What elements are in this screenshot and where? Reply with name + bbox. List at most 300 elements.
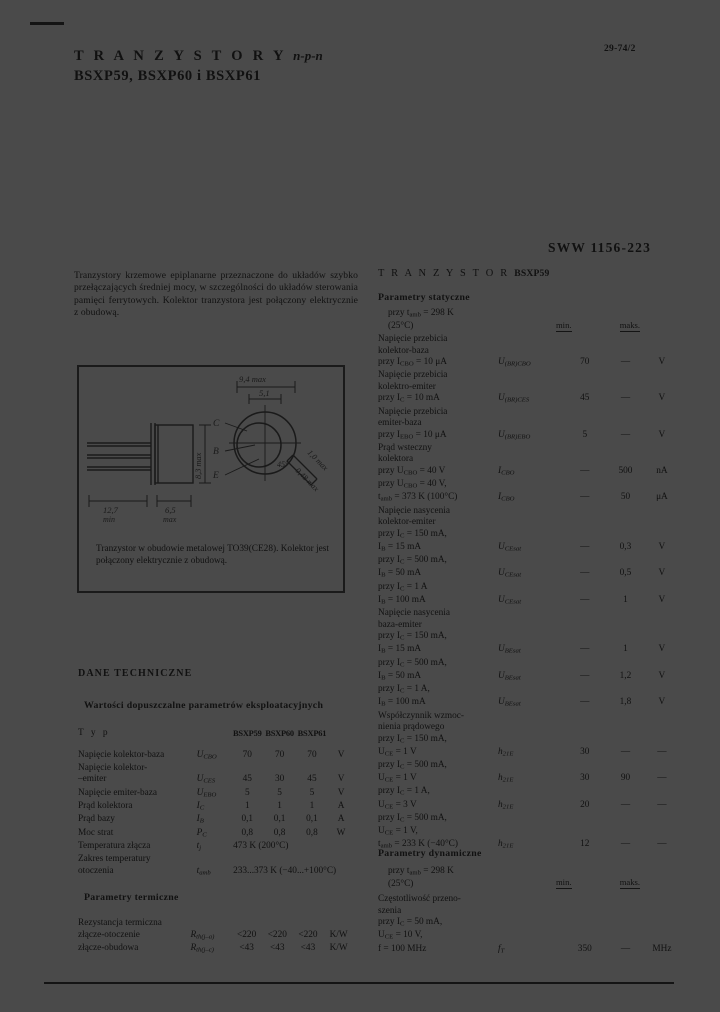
rating-value-1: 45	[242, 774, 252, 785]
static-param-description: kolektor-emiter	[378, 517, 436, 528]
static-param-symbol: $U_{CEsat}$	[498, 568, 522, 580]
static-param-unit	[646, 370, 678, 382]
static-param-symbol: $U_{BEsat}$	[498, 670, 521, 682]
static-param-symbol	[498, 370, 564, 382]
static-param-symbol: $h_{21E}$	[498, 799, 514, 811]
rating-value-1: 70	[242, 749, 252, 760]
static-parameters-table	[378, 334, 678, 853]
dynamic-param-description: szenia	[378, 905, 402, 916]
dynamic-param-max	[605, 894, 646, 906]
static-param-max: 1	[623, 594, 628, 605]
rating-value-2: 1	[277, 800, 282, 811]
rating-name: Napięcie kolektor-baza	[78, 749, 165, 760]
static-param-description: Napięcie przebicia	[378, 370, 448, 381]
dynamic-param-symbol: $f_T$	[498, 943, 505, 955]
title-main-line	[74, 48, 323, 65]
static-param-min: 30	[580, 773, 590, 784]
static-param-max	[605, 760, 646, 773]
table-row	[378, 334, 678, 346]
static-param-symbol: $U_{(BR)EBO}$	[498, 429, 531, 441]
dynamic-param-symbol	[498, 894, 564, 906]
table-row	[378, 658, 678, 671]
static-param-max	[605, 454, 646, 466]
dim-tab: 1,0 max	[305, 448, 330, 473]
static-param-description: $I_B = 50$ mA	[378, 568, 422, 580]
static-param-min	[564, 334, 605, 346]
ambient-temp-symbol: $t_{amb}$	[196, 865, 211, 877]
heading-dynamic-parameters: Parametry dynamiczne	[378, 848, 482, 859]
static-param-max: 50	[620, 492, 631, 503]
table-row	[378, 944, 678, 957]
static-param-symbol: $h_{21E}$	[498, 746, 514, 758]
thermal-symbol: $R_{th(j-c)}$	[190, 942, 214, 954]
dynamic-param-min	[564, 917, 605, 930]
dynamic-param-unit	[646, 906, 678, 918]
static-param-description: przy $I_{CBO} = 10$ μA	[378, 357, 447, 368]
dynamic-param-description: f = 100 MHz	[378, 943, 427, 954]
thermal-unit: K/W	[329, 942, 348, 953]
table-row	[378, 454, 678, 466]
static-param-description: Napięcie przebicia	[378, 334, 448, 344]
rating-symbol: $P_C$	[196, 827, 207, 839]
static-param-min: 45	[580, 393, 590, 404]
static-param-max	[605, 517, 646, 529]
static-param-symbol	[498, 582, 564, 595]
title-npn: n-p-n	[293, 48, 323, 63]
static-param-symbol: $h_{21E}$	[498, 773, 514, 784]
rating-symbol: $I_C$	[196, 800, 205, 812]
dynamic-param-max: —	[620, 943, 631, 954]
table-row	[378, 346, 678, 358]
static-param-unit	[646, 722, 678, 734]
type-col-2: BSXP60	[265, 729, 294, 738]
table-row	[378, 542, 678, 555]
static-param-symbol	[498, 555, 564, 568]
static-param-min	[564, 760, 605, 773]
static-param-max: —	[620, 429, 631, 440]
static-param-unit	[646, 813, 678, 826]
static-param-unit	[646, 443, 678, 455]
table-row	[78, 930, 354, 943]
dynamic-param-max	[605, 906, 646, 918]
table-row	[378, 430, 678, 443]
static-param-unit	[646, 658, 678, 671]
static-param-unit: V	[658, 357, 666, 368]
static-param-description: kolektora	[378, 454, 414, 465]
static-param-max	[605, 826, 646, 839]
table-row	[378, 671, 678, 684]
static-param-max	[605, 346, 646, 358]
static-param-description: $U_{CE} = 1$ V	[378, 746, 417, 758]
static-param-min	[564, 658, 605, 671]
table-row	[78, 828, 354, 841]
static-param-unit	[646, 334, 678, 346]
static-param-description: kolektro-emiter	[378, 381, 436, 392]
static-param-unit	[646, 711, 678, 723]
dynamic-condition-line2: (25°C)	[388, 879, 414, 890]
static-param-symbol	[498, 786, 564, 799]
table-row	[78, 788, 354, 801]
static-param-max: —	[620, 746, 631, 757]
rating-unit: W	[336, 827, 346, 838]
static-param-symbol	[498, 454, 564, 466]
dynamic-param-min	[564, 906, 605, 918]
static-param-description: przy $I_C = 500$ mA,	[378, 760, 447, 771]
rating-value-3: 45	[307, 774, 317, 785]
static-param-unit: nA	[656, 466, 668, 477]
right-column-title	[378, 268, 550, 279]
document-code: 29-74/2	[604, 44, 636, 54]
static-param-unit: V	[658, 697, 666, 708]
table-row	[378, 773, 678, 786]
table-row	[378, 595, 678, 608]
dim-lead-length: 12,7	[103, 505, 118, 515]
rating-symbol: $I_B$	[196, 814, 204, 825]
thermal-value-1: <43	[239, 942, 254, 953]
static-param-symbol	[498, 479, 564, 492]
dynamic-minmax-header	[556, 877, 640, 889]
static-param-unit	[646, 631, 678, 644]
static-param-description: kolektor-baza	[378, 345, 429, 356]
pin-label-collector: C	[213, 419, 220, 429]
static-param-description: Napięcie nasycenia	[378, 608, 451, 619]
static-param-max	[605, 529, 646, 542]
pin-label-base: B	[213, 447, 219, 457]
col-max-label: maks.	[619, 877, 640, 887]
static-param-max	[605, 582, 646, 595]
sww-number: SWW 1156-223	[548, 240, 652, 255]
dynamic-param-description: $U_{CE} = 10$ V,	[378, 930, 423, 941]
static-param-description: przy $I_C = 1$ A,	[378, 684, 430, 695]
dynamic-param-description: Częstotliwość przeno-	[378, 894, 461, 904]
static-param-description: przy $I_C = 150$ mA,	[378, 733, 447, 745]
static-param-max: 1,2	[619, 670, 632, 681]
static-param-description: przy $I_C = 500$ mA,	[378, 555, 447, 566]
static-param-min: —	[580, 568, 590, 579]
dynamic-param-max	[605, 930, 646, 943]
static-param-max	[605, 631, 646, 644]
static-param-unit	[646, 517, 678, 529]
static-param-symbol	[498, 443, 564, 455]
static-param-symbol	[498, 658, 564, 671]
static-param-max	[605, 684, 646, 697]
thermal-value-3: <220	[298, 929, 318, 940]
type-col-1: BSXP59	[232, 729, 262, 738]
static-param-description: przy $I_C = 500$ mA,	[378, 657, 447, 669]
table-row	[378, 813, 678, 826]
table-row	[78, 801, 354, 814]
rating-value-3: 70	[307, 749, 317, 760]
static-param-unit	[646, 529, 678, 542]
static-param-unit	[646, 608, 678, 620]
col-min-label: min.	[556, 877, 572, 887]
static-param-symbol	[498, 346, 564, 358]
static-param-min: 12	[580, 839, 590, 850]
dynamic-param-unit	[646, 930, 678, 943]
static-param-unit	[646, 760, 678, 773]
static-param-description: przy $I_C = 500$ mA,	[378, 812, 447, 824]
rating-value-1: 5	[244, 787, 250, 798]
static-param-description: $I_B = 50$ mA	[378, 670, 422, 682]
rating-value-1: 1	[244, 800, 250, 811]
static-param-unit	[646, 346, 678, 358]
static-param-description: $I_B = 15$ mA	[378, 644, 422, 656]
static-param-unit	[646, 582, 678, 595]
rating-value-3: 0,8	[306, 827, 318, 838]
type-label: T y p	[78, 728, 111, 738]
static-param-min	[564, 734, 605, 747]
static-param-min: —	[580, 492, 590, 503]
table-row	[78, 774, 354, 787]
static-param-symbol: $U_{CEsat}$	[498, 594, 522, 606]
dim-body-diameter: 8,3 max	[194, 452, 203, 479]
static-param-unit	[646, 407, 678, 419]
dynamic-parameters-table	[378, 894, 678, 957]
static-param-min	[564, 813, 605, 826]
table-row	[378, 930, 678, 943]
static-param-min: —	[580, 542, 590, 552]
static-param-min: —	[580, 670, 590, 681]
static-param-description: przy $I_C = 150$ mA,	[378, 528, 447, 540]
static-param-description: Napięcie nasycenia	[378, 505, 451, 516]
static-param-description: Współczynnik wzmoc-	[378, 710, 464, 721]
static-minmax-header	[556, 320, 640, 332]
rating-unit: V	[337, 787, 345, 798]
ratings-table	[78, 728, 354, 879]
static-param-unit: V	[658, 670, 666, 681]
rating-value-3: 5	[309, 787, 315, 798]
dynamic-param-unit: MHz	[652, 943, 672, 954]
table-row	[378, 697, 678, 710]
static-param-description: $I_B = 15$ mA	[378, 542, 422, 553]
static-param-min	[564, 722, 605, 734]
table-row	[378, 529, 678, 542]
static-param-symbol	[498, 722, 564, 734]
static-param-unit	[646, 684, 678, 697]
static-param-description: przy $I_C = 1$ A,	[378, 786, 430, 798]
table-row	[378, 747, 678, 760]
rating-value-2: 70	[274, 749, 285, 760]
thermal-value-1: <220	[237, 929, 257, 940]
static-param-description: przy $I_C = 10$ mA	[378, 393, 440, 405]
intro-paragraph: Tranzystory krzemowe epiplanarne przeznaczone do układów szybko przełączających średniej mocy, w szczególności do układów sterowania pamięci ferrytowych. Kolektor tranzystora jest połączony elektrycznie z obudową.	[74, 270, 358, 319]
static-param-max	[605, 506, 646, 518]
static-condition-line2: (25°C)	[388, 321, 414, 332]
junction-temp-name: Temperatura złącza	[78, 840, 151, 851]
static-param-unit	[646, 620, 678, 632]
static-param-description: przy $I_{EBO} = 10$ μA	[378, 429, 447, 441]
table-row	[378, 894, 678, 906]
static-param-min: 20	[580, 799, 590, 810]
static-param-unit	[646, 382, 678, 394]
dynamic-param-min	[564, 930, 605, 943]
static-param-unit: V	[658, 542, 666, 552]
static-param-max: —	[620, 357, 631, 368]
static-param-min	[564, 517, 605, 529]
rating-name: Napięcie kolektor-	[78, 762, 148, 773]
static-param-min	[564, 608, 605, 620]
static-param-min	[564, 826, 605, 839]
dynamic-param-unit	[646, 894, 678, 906]
static-param-symbol	[498, 684, 564, 697]
dim-lead-diameter: 0,48 max	[293, 466, 321, 494]
static-param-symbol	[498, 517, 564, 529]
static-param-unit: —	[657, 773, 667, 784]
static-param-symbol: $I_{CBO}$	[498, 492, 515, 504]
right-title-prefix: T R A N Z Y S T O R	[378, 268, 510, 279]
static-param-min: —	[580, 594, 590, 605]
rating-name: Moc strat	[78, 827, 114, 838]
static-param-unit	[646, 506, 678, 518]
table-row	[378, 517, 678, 529]
rating-unit: A	[337, 800, 345, 811]
rating-unit: V	[337, 774, 345, 785]
static-param-min: 5	[582, 429, 588, 440]
static-param-symbol: $U_{(BR)CES}$	[498, 393, 530, 405]
static-param-symbol: $U_{BEsat}$	[498, 644, 521, 656]
static-param-unit	[646, 734, 678, 747]
ambient-temp-value: 233...373 K (−40...+100°C)	[233, 865, 337, 876]
static-param-min	[564, 418, 605, 430]
table-row	[378, 357, 678, 370]
table-row	[378, 906, 678, 918]
static-param-max: 1	[623, 644, 628, 655]
static-param-description: baza-emiter	[378, 619, 422, 630]
col-min-label: min.	[556, 320, 572, 330]
dim-lead-length-qual: min	[103, 515, 115, 524]
static-param-min	[564, 529, 605, 542]
static-param-description: Napięcie przebicia	[378, 406, 448, 417]
static-param-symbol: $U_{BEsat}$	[498, 697, 521, 708]
static-param-symbol: $U_{CEsat}$	[498, 542, 522, 553]
thermal-symbol: $R_{th(j-a)}$	[190, 929, 215, 941]
rating-unit: V	[337, 749, 345, 760]
static-param-max	[605, 334, 646, 346]
table-row	[378, 466, 678, 479]
table-row	[78, 854, 354, 866]
static-param-unit: V	[658, 429, 666, 440]
dynamic-param-min: 350	[577, 943, 592, 954]
static-param-description: $I_B = 100$ mA	[378, 697, 426, 708]
table-row	[378, 631, 678, 644]
rating-symbol: $U_{EBO}$	[196, 787, 217, 799]
table-row	[378, 492, 678, 505]
static-param-min: 30	[580, 746, 590, 757]
static-param-unit	[646, 826, 678, 839]
static-param-unit: V	[658, 393, 666, 404]
static-param-symbol	[498, 760, 564, 773]
table-row	[78, 750, 354, 763]
static-param-symbol	[498, 813, 564, 826]
static-param-symbol: $I_{CBO}$	[498, 466, 515, 477]
table-row	[378, 479, 678, 492]
static-param-description: przy $I_C = 1$ A	[378, 581, 428, 593]
static-param-unit	[646, 454, 678, 466]
table-row	[78, 814, 354, 827]
static-param-min	[564, 454, 605, 466]
static-param-symbol	[498, 826, 564, 839]
static-param-max	[605, 370, 646, 382]
static-param-min	[564, 370, 605, 382]
table-header-row	[78, 728, 354, 750]
table-row	[378, 506, 678, 518]
static-param-max	[605, 658, 646, 671]
static-param-max	[605, 786, 646, 799]
thermal-value-2: <220	[267, 929, 287, 940]
rating-symbol: $U_{CES}$	[196, 774, 216, 786]
static-param-description: nienia prądowego	[378, 722, 445, 733]
dim-angle: 45°	[277, 460, 289, 469]
static-param-max	[605, 711, 646, 723]
table-row	[378, 644, 678, 657]
static-param-min	[564, 346, 605, 358]
dim-flange-diameter: 9,4 max	[239, 374, 266, 384]
thermal-table	[78, 918, 354, 956]
static-param-description: przy $I_C = 150$ mA,	[378, 631, 447, 642]
table-row	[378, 382, 678, 394]
static-param-min	[564, 786, 605, 799]
static-param-min	[564, 631, 605, 644]
dynamic-param-symbol	[498, 906, 564, 918]
static-param-min	[564, 479, 605, 492]
figure-caption: Tranzystor w obudowie metalowej TO39(CE28). Kolektor jest połączony elektrycznie z obudową.	[96, 544, 329, 566]
table-row	[378, 568, 678, 581]
thermal-name: złącze-otoczenie	[78, 929, 140, 940]
static-param-unit	[646, 786, 678, 799]
table-row	[378, 582, 678, 595]
dynamic-param-description: przy $I_C = 50$ mA,	[378, 917, 443, 928]
static-param-description: emiter-baza	[378, 418, 422, 429]
table-row	[378, 555, 678, 568]
heading-absolute-max-ratings: Wartości dopuszczalne parametrów eksploatacyjnych	[84, 700, 324, 711]
rating-value-2: 0,8	[273, 827, 286, 838]
rating-name: Prąd kolektora	[78, 800, 133, 811]
static-param-symbol	[498, 334, 564, 346]
static-param-symbol	[498, 620, 564, 632]
static-param-max: 90	[620, 773, 631, 784]
heading-thermal-parameters: Parametry termiczne	[84, 892, 179, 903]
type-col-3: BSXP61	[297, 729, 327, 738]
static-condition-line1: przy $t_{amb} = 298$ K	[388, 308, 454, 319]
static-param-min	[564, 620, 605, 632]
top-rule	[30, 22, 64, 25]
dim-body-length-qual: max	[163, 515, 177, 524]
ambient-temp-name: Zakres temperatury	[78, 854, 151, 865]
static-param-min: 70	[580, 357, 590, 368]
pin-label-emitter: E	[213, 471, 219, 481]
junction-temp-value: 473 K (200°C)	[233, 840, 289, 851]
dynamic-param-unit	[646, 917, 678, 930]
static-param-description: przy $U_{CBO} = 40$ V	[378, 466, 446, 477]
rating-value-3: 1	[309, 800, 315, 811]
dynamic-param-symbol	[498, 930, 564, 943]
right-title-type: BSXP59	[514, 268, 550, 279]
heading-static-parameters: Parametry statyczne	[378, 292, 470, 303]
static-param-description: $U_{CE} = 1$ V,	[378, 826, 418, 837]
static-param-max	[605, 608, 646, 620]
static-param-symbol	[498, 631, 564, 644]
static-param-max	[605, 620, 646, 632]
static-param-description: $t_{amb} = 373$ K (100°C)	[378, 492, 458, 504]
rating-value-1: 0,1	[241, 814, 254, 825]
static-param-unit: μA	[656, 492, 668, 503]
rating-value-1: 0,8	[241, 827, 254, 838]
static-conditions	[388, 308, 454, 333]
rating-name: Napięcie emiter-baza	[78, 787, 158, 798]
static-param-unit: V	[658, 594, 666, 605]
static-param-description: przy $U_{CBO} = 40$ V,	[378, 479, 447, 490]
static-param-min	[564, 382, 605, 394]
